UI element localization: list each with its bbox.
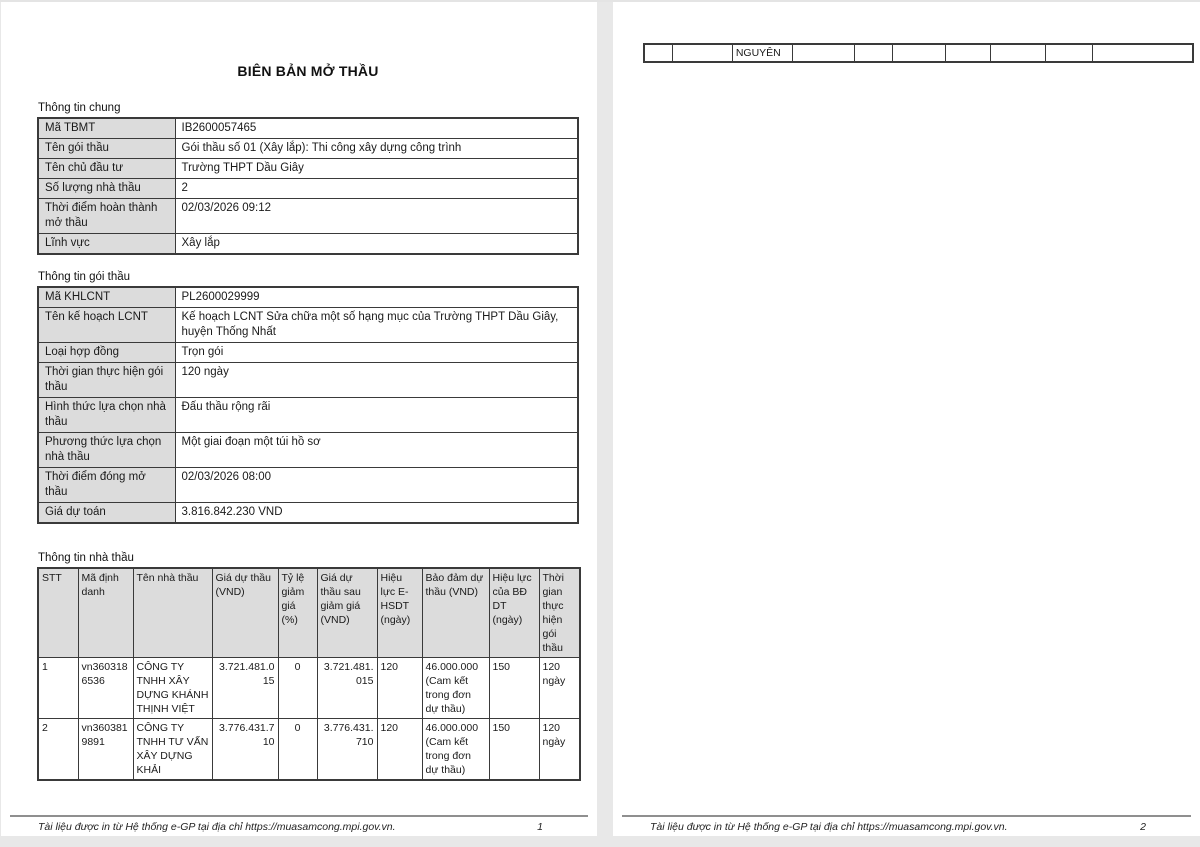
contractors-table [37, 567, 581, 781]
data-cell: 150 [489, 719, 539, 781]
general-info-table [37, 117, 579, 255]
header-cell: Bảo đảm dự thầu (VND) [422, 568, 489, 658]
kv-label-cell: Phương thức lựa chọn nhà thầu [38, 433, 175, 468]
kv-value-cell: IB2600057465 [175, 118, 578, 139]
kv-label-cell: Mã KHLCNT [38, 287, 175, 308]
data-cell [893, 44, 945, 62]
kv-value-cell: 3.816.842.230 VND [175, 503, 578, 524]
data-cell: vn3603186536 [78, 658, 133, 719]
data-cell [855, 44, 893, 62]
package-info-table [37, 286, 579, 524]
table-header-row [38, 568, 580, 658]
header-cell: Hiệu lực của BĐ DT (ngày) [489, 568, 539, 658]
kv-value-cell: Đấu thầu rộng rãi [175, 398, 578, 433]
data-cell: 46.000.000 (Cam kết trong đơn dự thầu) [422, 658, 489, 719]
data-cell: 0 [278, 658, 317, 719]
data-cell: NGUYÊN [732, 44, 792, 62]
kv-label-cell: Thời điểm hoàn thành mở thầu [38, 199, 175, 234]
data-cell: 120 ngày [539, 658, 580, 719]
kv-label-cell: Loại hợp đồng [38, 343, 175, 363]
data-cell [990, 44, 1045, 62]
section-label-general: Thông tin chung [38, 102, 121, 114]
kv-label-cell: Tên kế hoạch LCNT [38, 308, 175, 343]
kv-row [38, 398, 578, 433]
data-cell: CÔNG TY TNHH TƯ VẤN XÂY DỰNG KHẢI [133, 719, 212, 781]
data-cell: 120 [377, 658, 422, 719]
kv-row [38, 433, 578, 468]
kv-label-cell: Hình thức lựa chọn nhà thầu [38, 398, 175, 433]
kv-value-cell: Trường THPT Dầu Giây [175, 159, 578, 179]
data-cell: 120 ngày [539, 719, 580, 781]
kv-row [38, 179, 578, 199]
section-label-package: Thông tin gói thầu [38, 271, 131, 283]
kv-label-cell: Tên gói thầu [38, 139, 175, 159]
kv-value-cell: Một giai đoạn một túi hồ sơ [175, 433, 578, 468]
kv-value-cell: PL2600029999 [175, 287, 578, 308]
kv-value-cell: Gói thầu số 01 (Xây lắp): Thi công xây dựng công trình [175, 139, 578, 159]
data-cell [793, 44, 855, 62]
data-cell: 3.776.431.710 [212, 719, 278, 781]
data-cell: 46.000.000 (Cam kết trong đơn dự thầu) [422, 719, 489, 781]
data-cell: 0 [278, 719, 317, 781]
kv-value-cell: Kế hoạch LCNT Sửa chữa một số hạng mục của Trường THPT Dầu Giây, huyện Thống Nhất [175, 308, 578, 343]
kv-label-cell: Tên chủ đầu tư [38, 159, 175, 179]
data-cell: vn3603819891 [78, 719, 133, 781]
data-cell: 3.721.481.015 [212, 658, 278, 719]
kv-label-cell: Mã TBMT [38, 118, 175, 139]
kv-row [38, 199, 578, 234]
header-cell: Giá dự thầu sau giảm giá (VND) [317, 568, 377, 658]
kv-row [38, 118, 578, 139]
data-cell [644, 44, 672, 62]
kv-value-cell: 02/03/2026 08:00 [175, 468, 578, 503]
document-page-2 [613, 2, 1200, 836]
page-2-footer [622, 815, 1191, 833]
kv-value-cell: 2 [175, 179, 578, 199]
header-cell: Tỷ lệ giảm giá (%) [278, 568, 317, 658]
data-cell [945, 44, 990, 62]
kv-row [38, 468, 578, 503]
contractors-table-continuation [643, 43, 1194, 63]
kv-row [38, 308, 578, 343]
kv-value-cell: 02/03/2026 09:12 [175, 199, 578, 234]
data-cell [1045, 44, 1092, 62]
kv-label-cell: Số lượng nhà thầu [38, 179, 175, 199]
footer-source-text: Tài liệu được in từ Hệ thống e-GP tại địa chỉ https://muasamcong.mpi.gov.vn. [650, 821, 1008, 833]
page-title: BIÊN BẢN MỞ THẦU [237, 63, 379, 79]
document-page-1 [1, 2, 597, 836]
kv-label-cell: Giá dự toán [38, 503, 175, 524]
kv-value-cell: Trọn gói [175, 343, 578, 363]
kv-label-cell: Thời gian thực hiện gói thầu [38, 363, 175, 398]
data-cell: 3.776.431.710 [317, 719, 377, 781]
kv-row [38, 363, 578, 398]
kv-value-cell: 120 ngày [175, 363, 578, 398]
data-cell: 1 [38, 658, 78, 719]
kv-row [38, 343, 578, 363]
page-1-footer [10, 815, 588, 833]
kv-row [38, 503, 578, 524]
kv-row [38, 139, 578, 159]
continuation-row [644, 44, 1193, 62]
header-cell: Tên nhà thầu [133, 568, 212, 658]
header-cell: Hiệu lực E-HSDT (ngày) [377, 568, 422, 658]
data-cell: 120 [377, 719, 422, 781]
data-cell [1093, 44, 1193, 62]
header-cell: Thời gian thực hiện gói thầu [539, 568, 580, 658]
header-cell: Mã định danh [78, 568, 133, 658]
kv-row [38, 234, 578, 255]
kv-label-cell: Lĩnh vực [38, 234, 175, 255]
kv-row [38, 287, 578, 308]
kv-value-cell: Xây lắp [175, 234, 578, 255]
data-cell [672, 44, 732, 62]
header-cell: Giá dự thầu (VND) [212, 568, 278, 658]
page-number: 2 [1140, 821, 1146, 833]
kv-row [38, 159, 578, 179]
header-cell: STT [38, 568, 78, 658]
section-label-contractors: Thông tin nhà thầu [38, 552, 134, 564]
footer-source-text: Tài liệu được in từ Hệ thống e-GP tại địa chỉ https://muasamcong.mpi.gov.vn. [38, 821, 396, 833]
kv-label-cell: Thời điểm đóng mở thầu [38, 468, 175, 503]
data-cell: 2 [38, 719, 78, 781]
page-number: 1 [537, 821, 543, 833]
data-cell: 150 [489, 658, 539, 719]
table-row [38, 719, 580, 781]
table-row [38, 658, 580, 719]
data-cell: CÔNG TY TNHH XÂY DỰNG KHÁNH THỊNH VIỆT [133, 658, 212, 719]
data-cell: 3.721.481.015 [317, 658, 377, 719]
